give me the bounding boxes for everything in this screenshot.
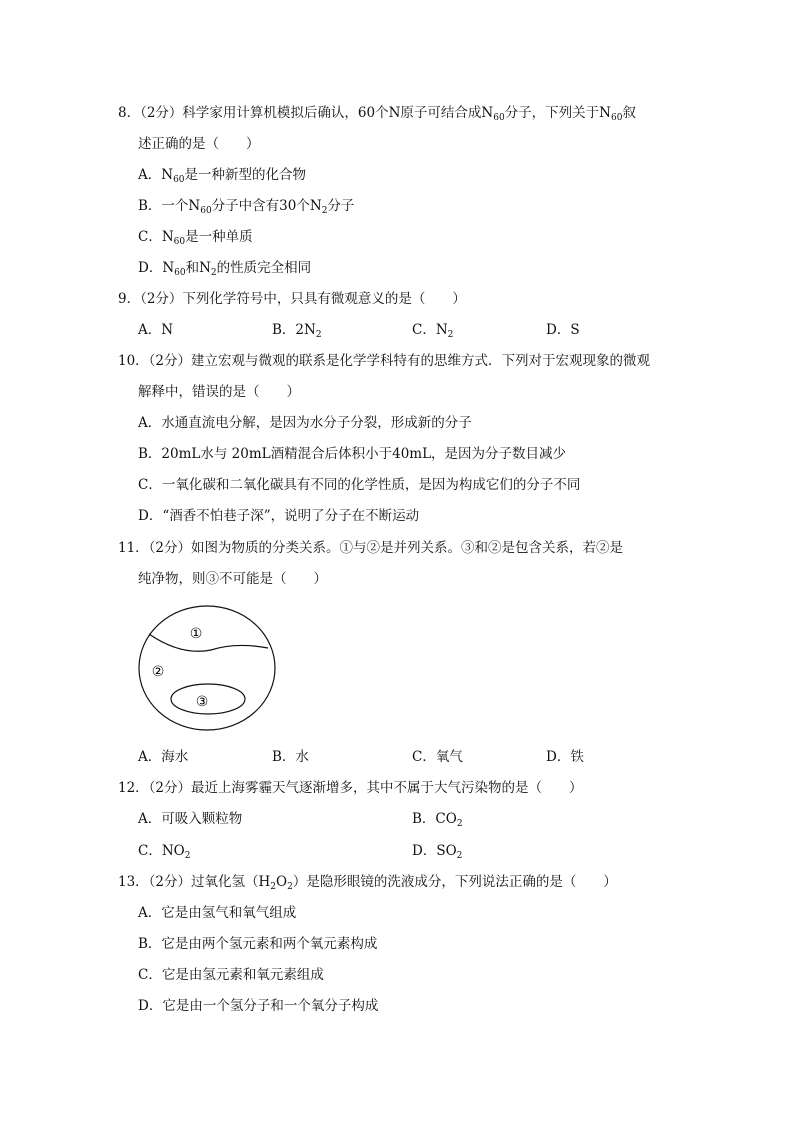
q13-stem: 13．（2分）过氧化氢$(H_2O_2)$是隐形眼镜的洗液成分，下列说法正确的是（ ）	[118, 874, 617, 892]
q13-option-d: D．它是由一个氢分子和一个氧分子构成	[138, 998, 379, 1014]
dividing-curve	[149, 634, 268, 651]
q13-option-b: B．它是由两个氢元素和两个氧元素构成	[138, 936, 378, 952]
q13-option-a: A．它是由氢气和氧气组成	[138, 905, 297, 921]
q12-option-d: D．$SO_2$	[412, 843, 463, 861]
q12-option-c: C．$NO_2$	[138, 843, 191, 861]
q9-option-b: B．$2N_2$	[272, 322, 322, 340]
classification-diagram	[136, 604, 278, 732]
q12-option-a: A．可吸入颗粒物	[138, 811, 243, 827]
q10-option-d: D．“酒香不怕巷子深”，说明了分子在不断运动	[138, 508, 420, 524]
q12-stem: 12．（2分）最近上海雾霾天气逐渐增多，其中不属于大气污染物的是（ ）	[118, 780, 583, 796]
q11-option-c: C．氧气	[412, 749, 463, 765]
q11-option-d: D．铁	[546, 749, 584, 765]
region-2-label: ②	[151, 664, 165, 680]
q8-stem-line2: 述正确的是（ ）	[138, 136, 260, 152]
q11-option-b: B．水	[272, 749, 309, 765]
q10-option-a: A．水通直流电分解，是因为水分子分裂，形成新的分子	[138, 415, 472, 431]
q10-option-c: C．一氧化碳和二氧化碳具有不同的化学性质，是因为构成它们的分子不同	[138, 477, 581, 493]
q13-option-c: C．它是由氢元素和氧元素组成	[138, 967, 324, 983]
q8-option-b: B．一个$N_{60}$分子中含有30个$N_2$分子	[138, 198, 355, 216]
q8-stem-line1: 8．（2分）科学家用计算机模拟后确认，60个N原子可结合成$N_{60}$分子，下列关于$N_{60}$叙	[118, 105, 636, 123]
q11-stem-line2: 纯净物，则③不可能是（ ）	[138, 571, 327, 587]
q11-option-a: A．海水	[138, 749, 189, 765]
q9-option-c: C．$N_2$	[412, 322, 454, 340]
q8-option-d: D．$N_{60}$和$N_2$的性质完全相同	[138, 260, 312, 278]
q11-stem-line1: 11．（2分）如图为物质的分类关系。①与②是并列关系。③和②是包含关系，若②是	[118, 540, 624, 556]
q10-stem-line2: 解释中，错误的是（ ）	[138, 384, 300, 400]
q9-stem: 9．（2分）下列化学符号中，只具有微观意义的是（ ）	[118, 291, 466, 307]
q8-option-c: C．$N_{60}$是一种单质	[138, 229, 253, 247]
q10-option-b: B．20mL水与 20mL酒精混合后体积小于40mL，是因为分子数目减少	[138, 446, 567, 462]
q9-option-d: D．S	[546, 322, 580, 338]
q9-option-a: A．N	[138, 322, 174, 338]
region-3-label: ③	[195, 694, 209, 710]
q10-stem-line1: 10．（2分）建立宏观与微观的联系是化学学科特有的思维方式．下列对于宏观现象的微观	[118, 353, 651, 369]
q8-option-a: A．$N_{60}$是一种新型的化合物	[138, 167, 307, 185]
region-1-label: ①	[189, 626, 203, 642]
q12-option-b: B．$CO_2$	[412, 811, 463, 829]
